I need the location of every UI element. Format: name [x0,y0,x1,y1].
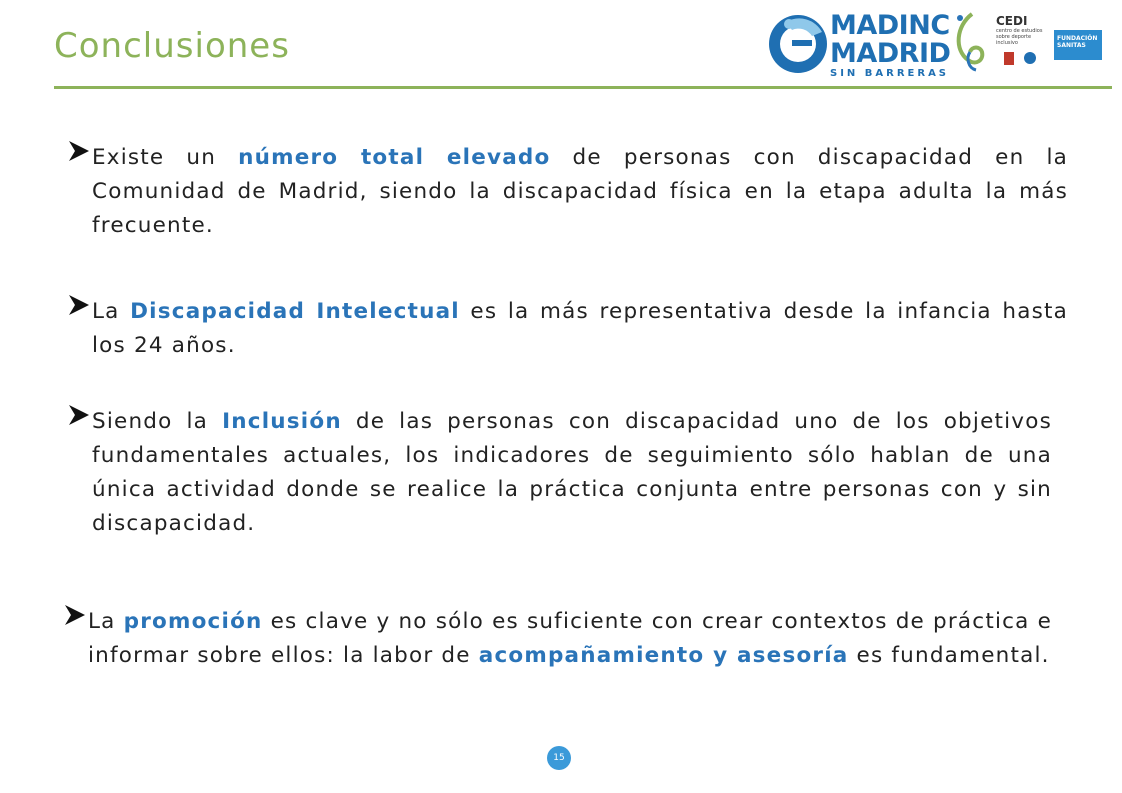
wheelchair-emblem-icon [766,10,830,76]
arrow-bullet-icon [66,402,92,428]
title-divider [54,86,1112,89]
page-number-badge: 15 [547,746,571,770]
cedi-figure-icon [950,10,994,74]
conclusion-item-2: La Discapacidad Intelectual es la más representativa desde la infancia hasta los 24 años. [92,299,1068,358]
arrow-bullet-icon [66,138,92,164]
fundacion-sanitas-logo: FUNDACIÓN SANITAS [1054,30,1102,60]
page-title: Conclusiones [54,26,290,66]
madinc-wordmark: MADINC MADRID SIN BARRERAS [830,10,951,79]
madinc-madrid-logo [766,10,951,80]
conclusion-item-1: Existe un número total elevado de personas con discapacidad en la Comunidad de Madrid, siendo la discapacidad física en la etapa adulta la más frecuente. [92,145,1069,238]
conclusion-item-4: La promoción es clave y no sólo es suficiente con crear contextos de práctica e informar sobre ellos: la labor de acompañamiento y asesoría es fundamental. [88,609,1053,668]
arrow-bullet-icon [66,292,92,318]
cedi-logo: CEDI centro de estudios sobre deporte inclusivo FUNDACIÓN SANITAS [950,10,1100,80]
arrow-bullet-icon [62,602,88,628]
conclusion-item-3: Siendo la Inclusión de las personas con discapacidad uno de los objetivos fundamentales actuales, los indicadores de seguimiento sólo hablan de una única actividad donde se realice la práctica conjunta entre personas con y sin discapacidad. [92,409,1052,536]
university-seals-icon [1002,50,1042,68]
